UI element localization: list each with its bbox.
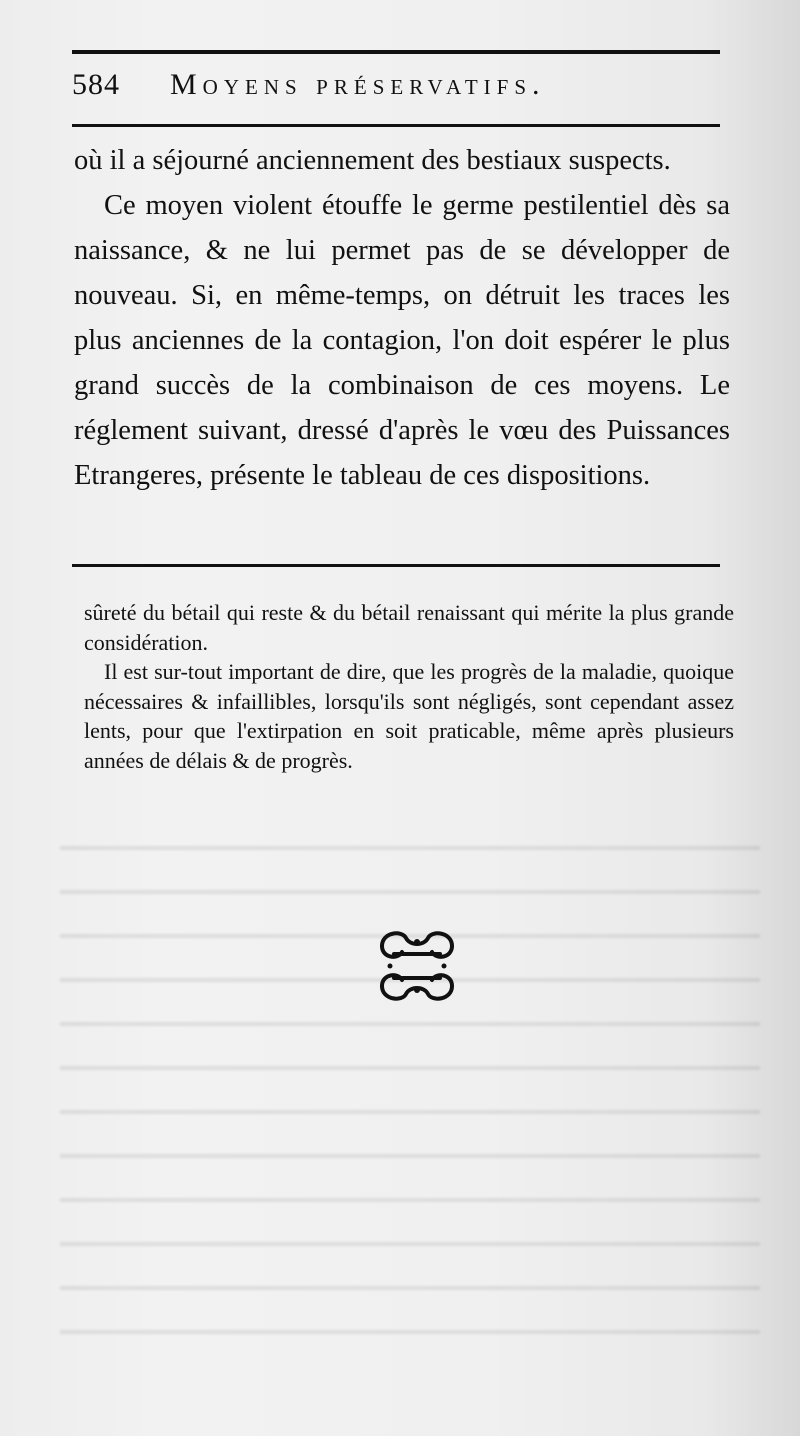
fleuron-ornament-icon <box>372 924 462 1008</box>
bleed-through-texture <box>60 820 760 1340</box>
footnote-paragraph: Il est sur-tout important de dire, que les progrès de la maladie, quoique nécessaires & infaillibles, lorsqu'ils sont négligés, sont cependant assez lents, pour que l'extirpation en soit praticable, même après plusieurs années de délais & de progrès. <box>84 659 734 773</box>
footnote-continuation: sûreté du bétail qui reste & du bétail renaissant qui mérite la plus grande considération. <box>84 600 734 655</box>
top-rule <box>72 50 720 54</box>
main-text <box>74 138 730 498</box>
running-head <box>72 62 712 110</box>
continued-line: où il a séjourné anciennement des bestiaux suspects. <box>74 145 671 176</box>
footnote-text <box>84 598 734 775</box>
body-paragraph: Ce moyen violent étouffe le germe pestilentiel dès sa naissance, & ne lui permet pas de se développer de nouveau. Si, en même-temps, on détruit les traces les plus anciennes de la contagion, l'on doit espérer le plus grand succès de la combinaison de ces moyens. Le réglement suivant, dressé d'après le vœu des Puissances Etrangeres, présente le tableau de ces dispositions. <box>74 190 730 491</box>
running-title: Moyens préservatifs. <box>170 68 546 101</box>
page-number: 584 <box>72 68 120 101</box>
footnote-separator-rule <box>72 564 720 567</box>
header-rule <box>72 124 720 127</box>
